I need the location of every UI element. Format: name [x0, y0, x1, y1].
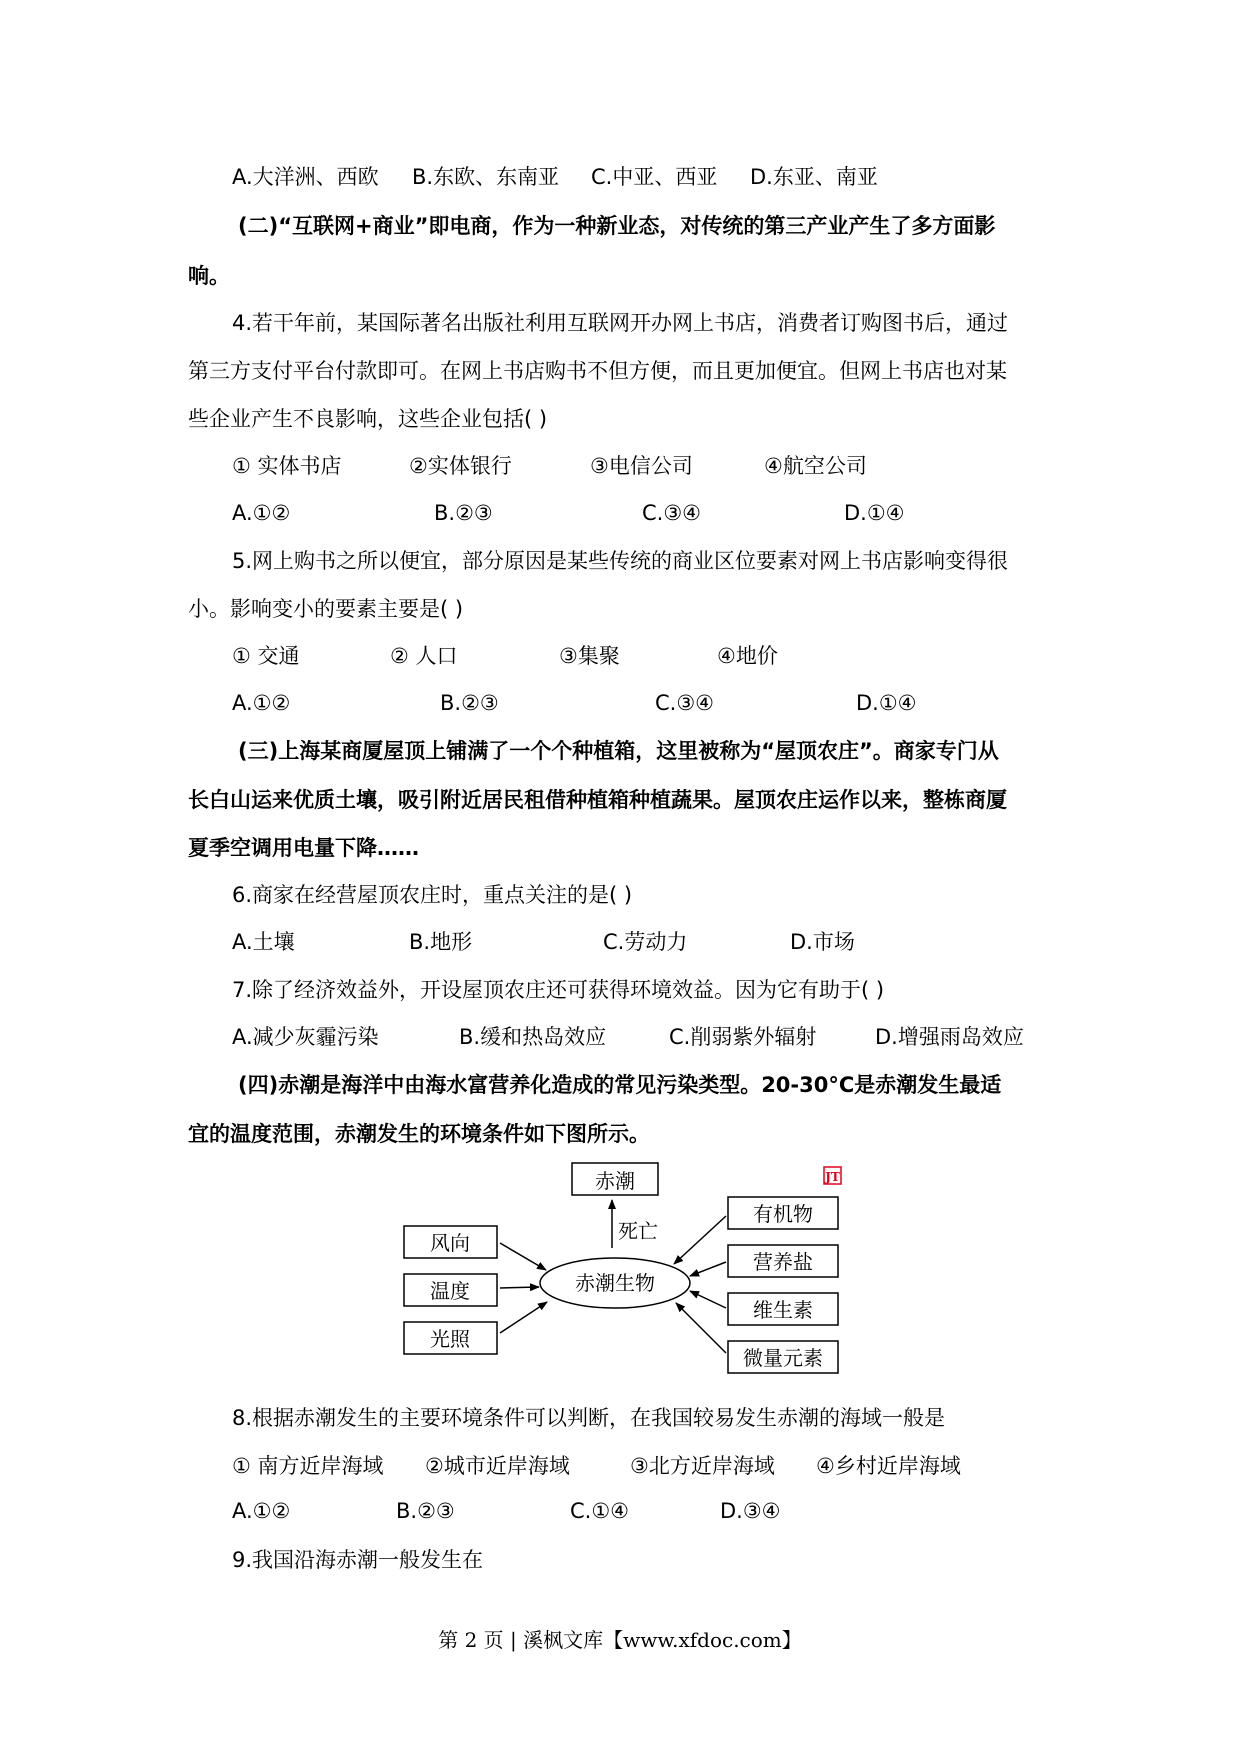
q7-option-a: A.减少灰霾污染: [232, 1025, 379, 1049]
section3-line3: 夏季空调用电量下降……: [188, 836, 419, 860]
diagram-center-label: 赤潮生物: [575, 1271, 655, 1295]
q4-option-d: D.①④: [844, 501, 905, 525]
q5-item-4: ④地价: [717, 644, 778, 668]
q7-line1: 7.除了经济效益外，开设屋顶农庄还可获得环境效益。因为它有助于( ): [232, 978, 885, 1002]
q5-item-3: ③集聚: [559, 644, 620, 668]
page-footer: 第 2 页 | 溪枫文库【www.xfdoc.com】: [438, 1628, 802, 1652]
q8-option-c: C.①④: [570, 1499, 629, 1523]
q7-option-b: B.缓和热岛效应: [459, 1025, 607, 1049]
q4-item-2: ②实体银行: [409, 454, 512, 478]
q4-line2: 第三方支付平台付款即可。在网上书店购书不但方便，而且更加便宜。但网上书店也对某: [188, 359, 1007, 383]
q7-option-c: C.削弱紫外辐射: [669, 1025, 817, 1049]
q8-item-1: ① 南方近岸海域: [232, 1454, 384, 1478]
section4-line2: 宜的温度范围，赤潮发生的环境条件如下图所示。: [188, 1122, 650, 1146]
diagram-arrow-left-1: [500, 1243, 546, 1270]
q3-option-b: B.东欧、东南亚: [412, 165, 560, 189]
diagram-arrow-right-2: [690, 1262, 726, 1276]
section3-line1: (三)上海某商厦屋顶上铺满了一个个种植箱，这里被称为“屋顶农庄”。商家专门从: [238, 739, 999, 763]
q4-option-a: A.①②: [232, 501, 291, 525]
q7-option-d: D.增强雨岛效应: [875, 1025, 1024, 1049]
diagram-left-label-1: 风向: [430, 1231, 470, 1255]
q5-option-b: B.②③: [440, 691, 499, 715]
q5-option-d: D.①④: [856, 691, 917, 715]
q4-option-c: C.③④: [642, 501, 701, 525]
diagram-arrow-left-2: [500, 1287, 539, 1288]
q6-option-a: A.土壤: [232, 930, 295, 954]
diagram-right-label-4: 微量元素: [743, 1346, 823, 1370]
q6-option-d: D.市场: [790, 930, 855, 954]
section4-line1: (四)赤潮是海洋中由海水富营养化造成的常见污染类型。20-30°C是赤潮发生最适: [238, 1073, 1002, 1097]
q4-item-4: ④航空公司: [764, 454, 867, 478]
q8-option-d: D.③④: [720, 1499, 781, 1523]
q5-option-a: A.①②: [232, 691, 291, 715]
q3-option-d: D.东亚、南亚: [750, 165, 878, 189]
diagram-left-label-3: 光照: [430, 1327, 470, 1351]
diagram-death-label: 死亡: [618, 1219, 658, 1243]
q8-option-b: B.②③: [396, 1499, 455, 1523]
q4-line3: 些企业产生不良影响，这些企业包括( ): [188, 407, 548, 431]
q4-item-3: ③电信公司: [590, 454, 693, 478]
q6-line1: 6.商家在经营屋顶农庄时，重点关注的是( ): [232, 883, 633, 907]
diagram-top-label: 赤潮: [595, 1169, 635, 1193]
section2-line2: 响。: [188, 264, 230, 288]
section2-line1: (二)“互联网+商业”即电商，作为一种新业态，对传统的第三产业产生了多方面影: [238, 214, 996, 238]
q6-option-c: C.劳动力: [603, 930, 688, 954]
stamp-text: JT: [825, 1170, 840, 1184]
q8-option-a: A.①②: [232, 1499, 291, 1523]
q4-option-b: B.②③: [434, 501, 493, 525]
diagram-right-label-1: 有机物: [753, 1202, 813, 1226]
q4-item-1: ① 实体书店: [232, 454, 342, 478]
diagram-arrow-right-1: [674, 1216, 726, 1264]
q8-item-2: ②城市近岸海域: [425, 1454, 570, 1478]
q8-item-3: ③北方近岸海域: [630, 1454, 775, 1478]
q5-line2: 小。影响变小的要素主要是( ): [188, 597, 464, 621]
q5-item-2: ② 人口: [390, 644, 458, 668]
q8-item-4: ④乡村近岸海域: [816, 1454, 961, 1478]
q3-option-c: C.中亚、西亚: [591, 165, 718, 189]
q8-line1: 8.根据赤潮发生的主要环境条件可以判断，在我国较易发生赤潮的海域一般是: [232, 1406, 946, 1430]
diagram-right-label-3: 维生素: [753, 1298, 813, 1322]
diagram-arrow-left-3: [500, 1302, 547, 1333]
diagram-left-label-2: 温度: [430, 1279, 470, 1303]
diagram-arrow-right-4: [676, 1303, 726, 1353]
q5-line1: 5.网上购书之所以便宜，部分原因是某些传统的商业区位要素对网上书店影响变得很: [232, 549, 1009, 573]
q6-option-b: B.地形: [409, 930, 473, 954]
section3-line2: 长白山运来优质土壤，吸引附近居民租借种植箱种植蔬果。屋顶农庄运作以来，整栋商厦: [188, 788, 1007, 812]
q5-option-c: C.③④: [655, 691, 714, 715]
q3-option-a: A.大洋洲、西欧: [232, 165, 379, 189]
diagram-arrow-right-3: [690, 1291, 726, 1308]
q5-item-1: ① 交通: [232, 644, 300, 668]
diagram-right-label-2: 营养盐: [753, 1250, 813, 1274]
q9-line1: 9.我国沿海赤潮一般发生在: [232, 1548, 484, 1572]
q4-line1: 4.若干年前，某国际著名出版社利用互联网开办网上书店，消费者订购图书后，通过: [232, 311, 1009, 335]
